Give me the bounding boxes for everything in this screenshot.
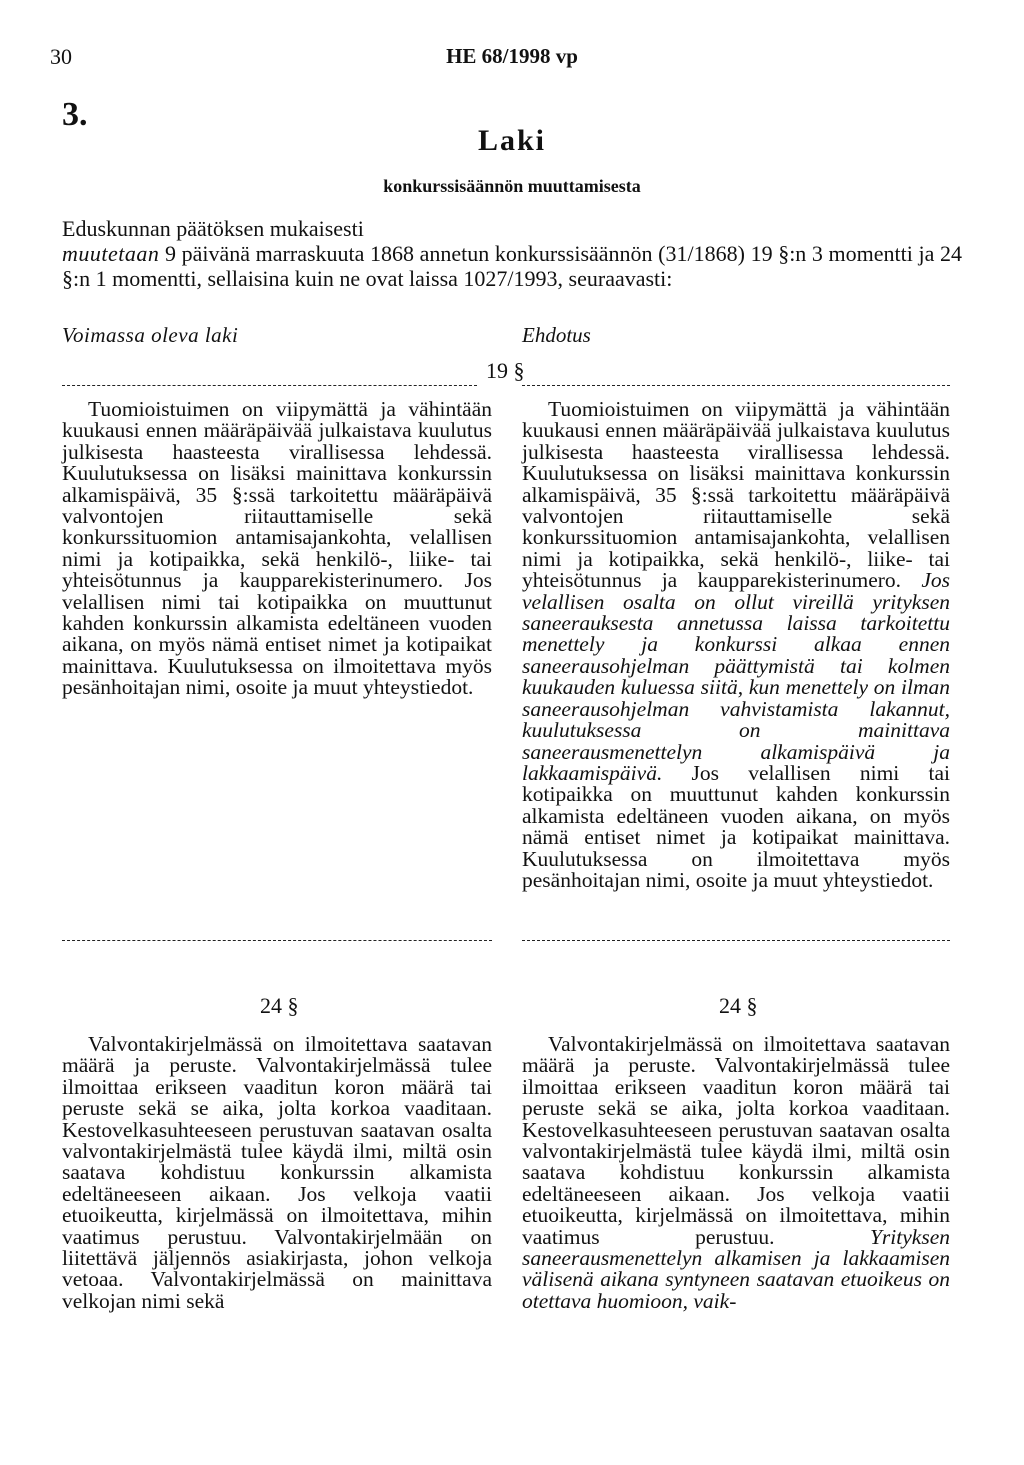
amendment-text: 9 päivänä marraskuuta 1868 annetun konkurssisäännön (31/1868) 19 §:n 3 momentti ja 24 §:n 1 momentti, sellaisina kuin ne ovat laissa 1027/1993, seuraavasti: [62, 241, 962, 291]
enactment-clause: Eduskunnan päätöksen mukaisesti [62, 216, 364, 241]
document-header: HE 68/1998 vp [446, 44, 578, 68]
section-19-proposed-part-b: Jos velallisen nimi tai kotipaikka on muuttunut kahden konkurssin alkamista edeltäneen vuoden aikana, on myös nämä entiset nimet ja kotipaikat mainittava. Kuulutuksessa on ilmoitettava myös pesänhoitajan nimi, osoite ja muut yhteystiedot. [522, 760, 950, 892]
section-19-proposed-text [522, 399, 950, 891]
section-19-proposed-new-text: Jos velallisen osalta on ollut vireillä yrityksen saneerauksesta annetussa laissa tarkoitettu menettely ja konkurssi alkaa ennen saneerausohjelman päättymistä tai kolmen kuukauden kuluessa siitä, kun menettely on ilman saneerausohjelman vahvistamista lakannut, kuulutuksessa on mainittava saneerausmenettelyn alkamispäivä ja lakkaamispäivä. [522, 568, 950, 785]
omission-line [62, 940, 492, 941]
law-subtitle: konkurssisäännön muuttamisesta [383, 176, 641, 196]
section-19-heading: 19 § [486, 358, 525, 383]
section-24-current-paragraph: Valvontakirjelmässä on ilmoitettava saatavan määrä ja peruste. Valvontakirjelmässä tulee ilmoittaa erikseen vaaditun koron määrä tai peruste sekä se aika, jolta korkoa vaaditaan. Kestovelkasuhteeseen perustuvan saatavan osalta valvontakirjelmästä tulee käydä ilmi, miltä osin saatava kohdistuu konkurssin alkamista edeltäneeseen aikaan. Jos velkoja vaatii etuoikeutta, kirjelmässä on ilmoitettava, mihin vaatimus perustuu. Valvontakirjelmään on liitettävä jäljennös asiakirjasta, johon velkoja vetoaa. Valvontakirjelmässä on mainittava velkojan nimi sekä [62, 1032, 492, 1313]
column-heading-proposal: Ehdotus [522, 323, 591, 347]
section-24-heading-current: 24 § [260, 993, 299, 1018]
law-title: Laki [477, 124, 547, 157]
section-24-proposed-text [522, 1034, 950, 1312]
section-24-proposed-part-a: Valvontakirjelmässä on ilmoitettava saatavan määrä ja peruste. Valvontakirjelmässä tulee ilmoittaa erikseen vaaditun koron määrä tai peruste sekä se aika, jolta korkoa vaaditaan. Kestovelkasuhteeseen perustuvan saatavan osalta valvontakirjelmästä tulee käydä ilmi, miltä osin saatava kohdistuu konkurssin alkamista edeltäneeseen aikaan. Jos velkoja vaatii etuoikeutta, kirjelmässä on ilmoitettava, mihin vaatimus perustuu. [522, 1032, 950, 1249]
section-19-current-text [62, 399, 492, 699]
section-19-proposed-paragraph [522, 399, 950, 891]
section-24-proposed-paragraph [522, 1034, 950, 1312]
section-19-proposed-part-a: Tuomioistuimen on viipymättä ja vähintään kuukausi ennen määräpäivää julkaistava kuulutus julkisesta haasteesta virallisessa lehdessä. Kuulutuksessa on lisäksi mainittava konkurssin alkamispäivä, 35 §:ssä tarkoitettu määräpäivä valvontojen riitauttamiselle sekä konkurssituomion antamisajankohta, velallisen nimi ja kotipaikka, sekä henkilö-, liike- tai yhteisötunnus ja kaupparekisterinumero. [522, 397, 950, 593]
section-24-heading-proposal: 24 § [719, 993, 758, 1018]
section-24-current-text [62, 1034, 492, 1312]
law-number: 3. [62, 96, 88, 133]
amendment-clause [62, 241, 962, 291]
column-heading-current-law: Voimassa oleva laki [62, 323, 239, 347]
page-number: 30 [50, 44, 72, 69]
amendment-verb: muutetaan [62, 241, 160, 266]
omission-line [522, 940, 950, 941]
section-24-proposed-new-text: Yrityksen saneerausmenettelyn alkamisen ja lakkaamisen välisenä aikana syntyneen saatavan etuoikeus on otettava huomioon, vaik- [522, 1224, 950, 1313]
section-19-current-paragraph: Tuomioistuimen on viipymättä ja vähintään kuukausi ennen määräpäivää julkaistava kuulutus julkisesta haasteesta virallisessa lehdessä. Kuulutuksessa on lisäksi mainittava konkurssin alkamispäivä, 35 §:ssä tarkoitettu määräpäivä valvontojen riitauttamiselle sekä konkurssituomion antamisajankohta, velallisen nimi ja kotipaikka, sekä henkilö-, liike- tai yhteisötunnus ja kaupparekisterinumero. Jos velallisen nimi tai kotipaikka on muuttunut kahden konkurssin alkamista edeltäneen vuoden aikana, on myös nämä entiset nimet ja kotipaikat mainittava. Kuulutuksessa on ilmoitettava myös pesänhoitajan nimi, osoite ja muut yhteystiedot. [62, 397, 492, 700]
omission-line [522, 385, 950, 386]
omission-line [62, 385, 477, 386]
